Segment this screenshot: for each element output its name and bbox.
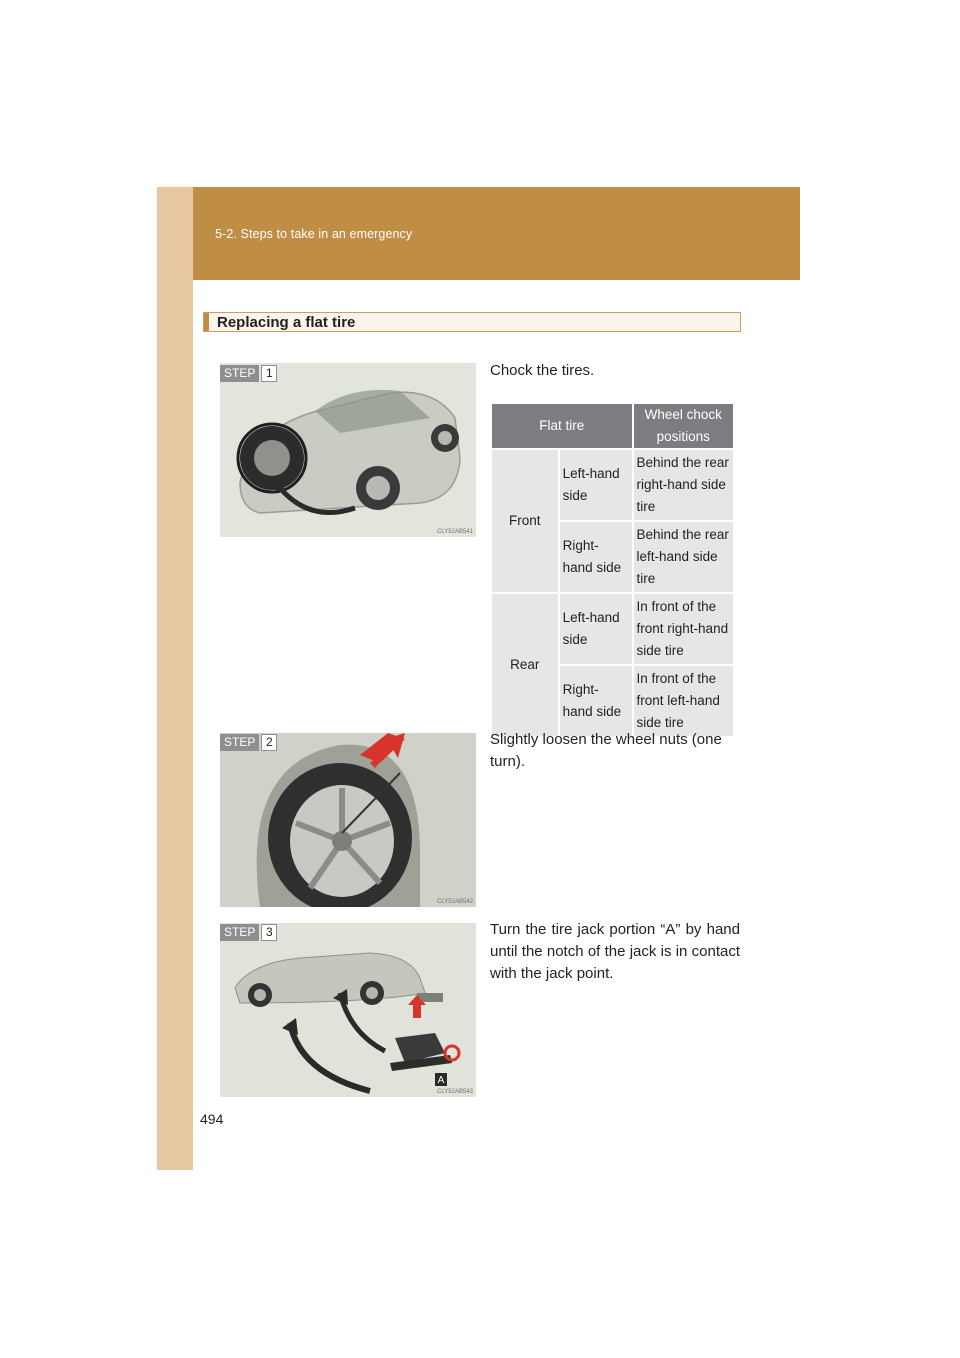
step-1-text: Chock the tires. [490,362,595,379]
figure-code: CLY52AB541 [437,529,473,535]
step-badge-1 [220,365,277,382]
step-badge-3 [220,924,277,941]
table-row [492,594,733,664]
page-number: 494 [200,1111,224,1127]
figure-step-3-jack [220,923,476,1097]
figure-code: CLY52AB542 [437,899,473,905]
step-2-text: Slightly loosen the wheel nuts (one turn). [490,731,722,770]
table-cell-side: Right-hand side [560,522,632,592]
figure-code: CLY52AB543 [437,1089,473,1095]
step-number: 3 [261,924,277,941]
step-badge-2 [220,734,277,751]
table-cell-position: Behind the rear right-hand side tire [634,450,733,520]
page-side-band [157,187,193,1170]
callout-a: A [437,1075,445,1086]
table-row [492,450,733,520]
table-cell-position: Behind the rear left-hand side tire [634,522,733,592]
table-group-rear: Rear [492,594,558,736]
section-title: Replacing a flat tire [217,314,356,331]
section-title-accent [204,313,209,331]
section-title-box [203,312,741,332]
step-label: STEP [220,365,259,382]
step-3-text: Turn the tire jack portion “A” by hand until the notch of the jack is in contact with the jack point. [490,921,740,982]
table-cell-side: Left-hand side [560,594,632,664]
table-cell-side: Left-hand side [560,450,632,520]
table-header-positions: Wheel chock positions [634,404,733,448]
table-cell-side: Right-hand side [560,666,632,736]
chapter-title: 5-2. Steps to take in an emergency [215,227,413,241]
table-header-row [492,404,733,448]
wheel-chock-table [490,402,735,738]
step-number: 1 [261,365,277,382]
step-label: STEP [220,734,259,751]
table-header-flat-tire: Flat tire [492,404,632,448]
table-cell-position: In front of the front right-hand side tire [634,594,733,664]
table-group-front: Front [492,450,558,592]
figure-step-2-wheel-nuts [220,733,476,907]
table-cell-position: In front of the front left-hand side tire [634,666,733,736]
step-number: 2 [261,734,277,751]
step-label: STEP [220,924,259,941]
figure-step-1-car-front [220,363,476,537]
